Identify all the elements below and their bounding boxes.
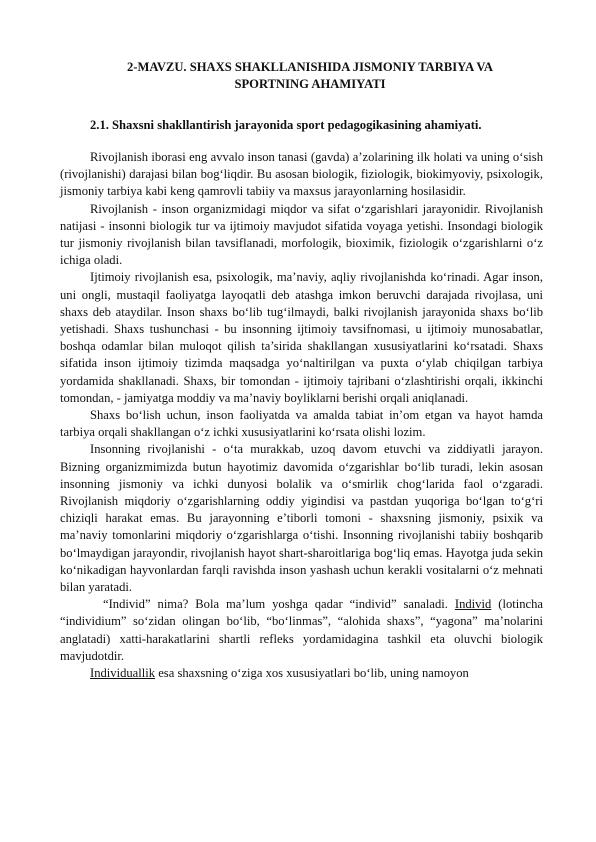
individuality-term: Individuallik xyxy=(90,666,156,681)
paragraph-development-definition: Rivojlanish iborasi eng avvalo inson tanasi (gavda) a’zolarining ilk holati va uning o‘sish (rivojlanishi) darajasi bilan bog‘liqdir. Bu asosan biologik, fiziologik, biokimyoviy, psixologik, jismoniy tarbiya kabi keng qamrovli tabiiy va maxsus jarayonlarning hosilasidir. xyxy=(60,150,543,199)
individ-intro: “Individ” nima? Bola ma’lum yoshga qadar “individ” sanaladi. xyxy=(103,597,448,612)
individ-definition: (lotincha “individium” so‘zidan olingan bo‘lib, “bo‘linmas”, “alohida shaxs”, “yagona” ma’nolarini anglatadi) xatti-harakatlarini shartli refleks yordamidagina tashkil eta oluvchi biologik mavjudotdir. xyxy=(60,597,544,663)
body-text xyxy=(60,149,543,682)
section-heading: 2.1. Shaxsni shakllantirish jarayonida sport pedagogikasining ahamiyati. xyxy=(90,118,482,132)
paragraph-social-development: Ijtimoiy rivojlanish esa, psixologik, ma’naviy, aqliy rivojlanishda ko‘rinadi. Agar inson, uni ongli, mustaqil faoliyatga layoqatli deb atashga imkon beruvchi darajada rivojlasa, uni shaxs deb ataydilar. Inson shaxs bo‘lib tug‘ilmaydi, balki rivojlanish jarayonida shaxs bo‘lib yetishadi. Shaxs tushunchasi - bu insonning ijtimoiy tavsifnomasi, u ijtimoiy munosabatlar, boshqa odamlar bilan muloqot qilish ta’sirida shakllangan xususiyatlarini ko‘rsatadi. Shaxs sifatida inson ijtimoiy tizimda maqsadga yo‘naltirilgan va puxta o‘ylab chiqilgan tarbiya yordamida shakllanadi. Shaxs, bir tomondan - ijtimoiy tajribani o‘zlashtirishi orqali, ikkinchi tomondan, - jamiyatga moddiy va ma’naviy boyliklarni berishi orqali aniqlanadi. xyxy=(60,270,543,405)
topic-title-line-1: 2-MAVZU. SHAXS SHAKLLANISHIDA JISMONIY TARBIYA VA xyxy=(126,60,493,74)
paragraph-becoming-person: Shaxs bo‘lish uchun, inson faoliyatda va amalda tabiat in’om etgan va hayot hamda tarbiya orqali shakllangan o‘z ichki xususiyatlarini ko‘rsata olishi lozim. xyxy=(60,408,543,440)
individ-term: Individ xyxy=(454,597,492,612)
topic-title-line-2: SPORTNING AHAMIYATI xyxy=(234,77,386,91)
paragraph-individ xyxy=(60,596,543,665)
topic-title xyxy=(70,59,550,93)
paragraph-development-process: Rivojlanish - inson organizmidagi miqdor va sifat o‘zgarishlari jarayonidir. Rivojlanish natijasi - insonni biologik tur va ijtimoiy mavjudot sifatida voyaga yetishi. Insondagi biologik tur jismoniy rivojlanish bilan tavsiflanadi, morfologik, bioximik, fiziologik o‘zgarishlarni o‘z ichiga oladi. xyxy=(60,201,543,268)
paragraph-human-development: Insonning rivojlanishi - o‘ta murakkab, uzoq davom etuvchi va ziddiyatli jarayon. Bizning organizmimizda butun hayotimiz davomida o‘zgarishlar bo‘lib turadi, lekin asosan insonning jismoniy va ichki dunyosi bolalik va o‘smirlik chog‘larida faol o‘zgaradi. Rivojlanish miqdoriy o‘zgarishlarning oddiy yigindisi va pastdan yuqoriga bo‘lgan to‘g‘ri chiziqli harakat emas. Bu jarayonning e’tiborli tomoni - shaxsning jismoniy, psixik va ma’naviy tomonlarini miqdoriy o‘zgarishlarga o‘tishi. Insonning rivojlanishi tabiiy boshqarib bo‘lmaydigan jarayondir, rivojlanish hayot shart-sharoitlariga bog‘liq emas. Hayotga juda sekin ko‘nikadigan hayvonlardan farqli ravishda inson yashash uchun kerakli vositalarni o‘z mehnati bilan yaratadi. xyxy=(60,442,543,595)
paragraph-individuality xyxy=(60,665,543,682)
individuality-definition: esa shaxsning o‘ziga xos xususiyatlari bo‘lib, uning namoyon xyxy=(158,666,469,681)
